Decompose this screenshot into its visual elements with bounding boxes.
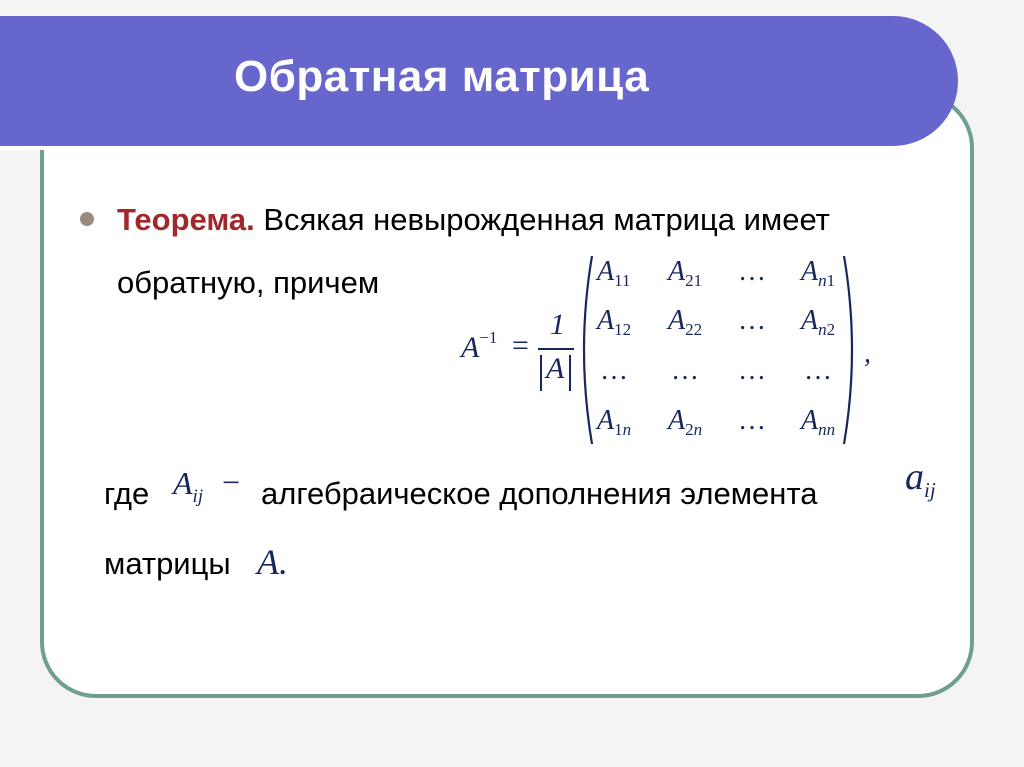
theorem-line-2: обратную, причем xyxy=(117,265,380,300)
matrix-cell: … xyxy=(738,405,766,436)
abs-right-bar xyxy=(569,355,571,391)
matrix-right-paren xyxy=(840,252,862,448)
theorem-text-1: Всякая невырожденная матрица имеет xyxy=(254,202,830,237)
abs-left-bar xyxy=(540,355,542,391)
matrix-cell: … xyxy=(738,355,766,386)
formula-comma: , xyxy=(864,338,871,369)
formula-lhs: $A^{-1}$ xyxy=(461,328,498,364)
title-underline xyxy=(0,146,906,150)
theorem-line-1 xyxy=(117,202,830,238)
bullet-icon xyxy=(80,212,94,226)
formula-denominator: A xyxy=(546,352,565,385)
slide-frame xyxy=(40,92,974,698)
matrix-cell: … xyxy=(671,355,699,386)
formula-numerator: 1 xyxy=(550,308,565,341)
matrix-cell: … xyxy=(738,256,766,287)
matrix-symbol: A. xyxy=(257,542,288,582)
matrix-cell: … xyxy=(738,305,766,336)
cofactor-symbol: $A_{ij}$ xyxy=(173,465,204,507)
element-symbol: $a_{ij}$ xyxy=(905,456,936,502)
fraction-bar xyxy=(538,348,574,350)
matrix-cell: $A_{21}$ xyxy=(668,256,703,290)
slide-title: Обратная матрица xyxy=(234,52,650,101)
matrix-cell: $A_{11}$ xyxy=(597,256,631,290)
matrix-cell: $A_{1n}$ xyxy=(597,405,632,439)
matrix-cell: $A_{n1}$ xyxy=(801,256,836,290)
matrix-cell: $A_{n2}$ xyxy=(801,305,836,339)
matrix-cell: $A_{12}$ xyxy=(597,305,632,339)
matrix-cell: $A_{2n}$ xyxy=(668,405,703,439)
explanation-text: алгебраическое дополнения элемента xyxy=(261,476,818,511)
formula-equals: = xyxy=(510,329,531,362)
theorem-label: Теорема. xyxy=(117,202,255,237)
matrix-cell: $A_{nn}$ xyxy=(801,405,836,439)
matrix-cell: $A_{22}$ xyxy=(668,305,703,339)
matrix-cell: … xyxy=(600,355,628,386)
matrix-left-paren xyxy=(574,252,596,448)
where-text: где xyxy=(104,476,150,511)
matrix-cell: … xyxy=(804,355,832,386)
matrix-word: матрицы xyxy=(104,546,231,581)
cofactor-dash: − xyxy=(220,464,242,500)
